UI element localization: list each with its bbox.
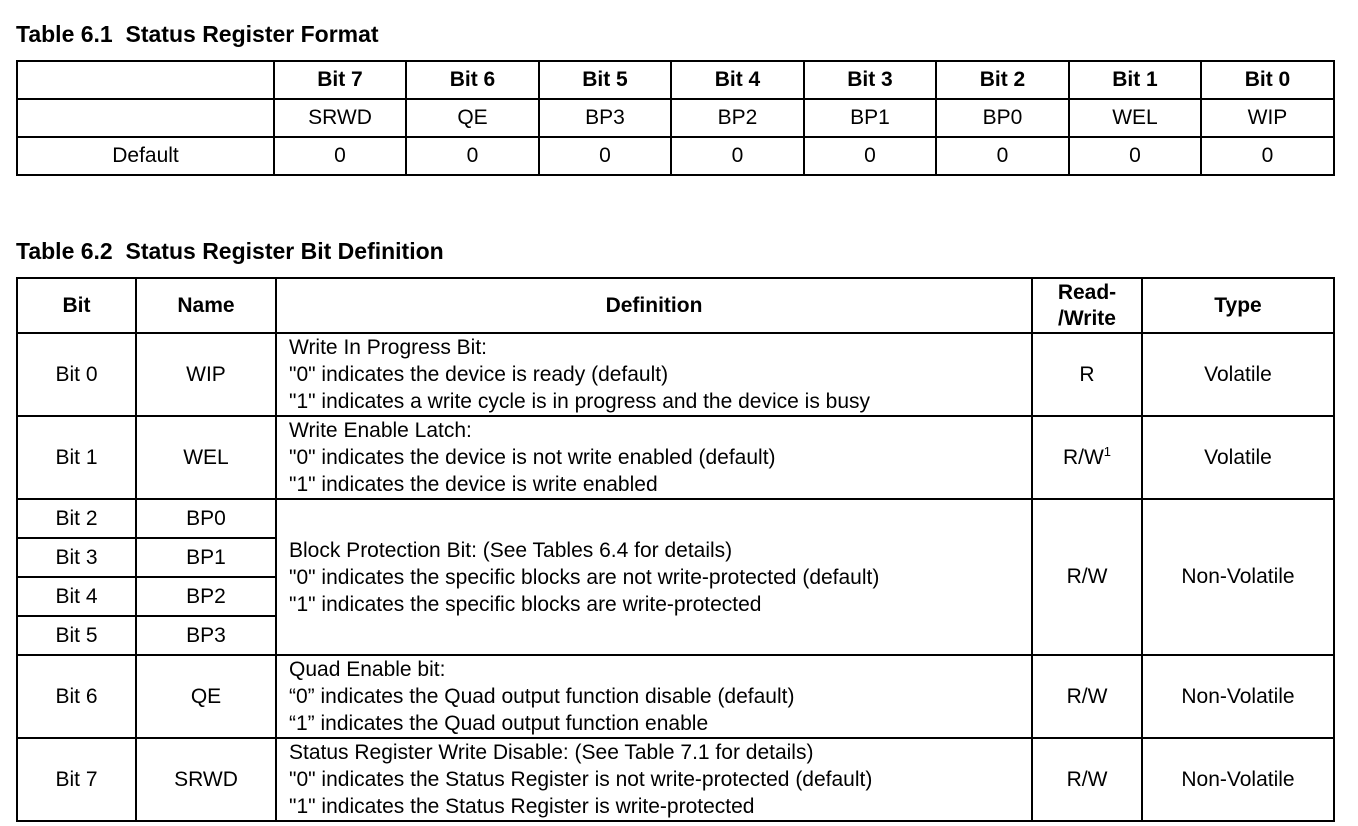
name-cell: SRWD: [136, 738, 276, 821]
bit-cell: Bit 1: [17, 416, 136, 499]
type-cell: Volatile: [1142, 416, 1334, 499]
table-6-1-caption: Table 6.1 Status Register Format: [16, 21, 379, 47]
default-value-cell: 0: [936, 137, 1069, 175]
read-write-cell: R/W: [1032, 499, 1142, 655]
definition-line: "1" indicates the Status Register is write-protected: [289, 795, 755, 818]
table-row: [17, 499, 1334, 538]
definition-cell: [276, 655, 1032, 738]
name-cell: QE: [136, 655, 276, 738]
corner-cell: [17, 61, 274, 99]
type-column-header: Type: [1142, 278, 1334, 333]
bit-header: Bit 2: [936, 61, 1069, 99]
names-row: [17, 99, 1334, 137]
default-label: Default: [17, 137, 274, 175]
definition-line: "0" indicates the device is not write enabled (default): [289, 446, 776, 469]
bit-name-cell: BP2: [671, 99, 804, 137]
definition-line: Status Register Write Disable: (See Table 7.1 for details): [289, 741, 814, 764]
bit-name-cell: QE: [406, 99, 539, 137]
default-row: [17, 137, 1334, 175]
bit-name-cell: BP1: [804, 99, 936, 137]
type-cell: Non-Volatile: [1142, 499, 1334, 655]
read-write-column-header: [1032, 278, 1142, 333]
header-row: [17, 61, 1334, 99]
definition-line: Block Protection Bit: (See Tables 6.4 for details): [289, 538, 733, 562]
bit-cell: Bit 0: [17, 333, 136, 416]
bit-header: Bit 6: [406, 61, 539, 99]
read-write-cell: [1032, 416, 1142, 499]
bit-header: Bit 3: [804, 61, 936, 99]
read-write-cell: R: [1032, 333, 1142, 416]
name-cell: WIP: [136, 333, 276, 416]
bit-header: Bit 5: [539, 61, 671, 99]
bit-name-cell: WEL: [1069, 99, 1201, 137]
table-row: [17, 738, 1334, 821]
table-row: [17, 333, 1334, 416]
type-cell: Volatile: [1142, 333, 1334, 416]
definition-line: "0" indicates the specific blocks are not write-protected (default): [289, 565, 880, 589]
definition-line: "1" indicates the device is write enabled: [289, 473, 658, 496]
table-6-2-caption: Table 6.2 Status Register Bit Definition: [16, 238, 444, 264]
status-register-bit-definition-table: [16, 277, 1335, 822]
default-value-cell: 0: [804, 137, 936, 175]
default-value-cell: 0: [274, 137, 406, 175]
table-row: [17, 416, 1334, 499]
bit-name-cell: BP0: [936, 99, 1069, 137]
definition-cell: [276, 499, 1032, 655]
bit-column-header: Bit: [17, 278, 136, 333]
header-row: [17, 278, 1334, 333]
read-write-value: R/W: [1062, 445, 1104, 469]
read-write-cell: R/W: [1032, 738, 1142, 821]
name-cell: WEL: [136, 416, 276, 499]
name-column-header: Name: [136, 278, 276, 333]
definition-line: "0" indicates the Status Register is not write-protected (default): [289, 768, 873, 791]
type-cell: Non-Volatile: [1142, 655, 1334, 738]
bit-header: Bit 7: [274, 61, 406, 99]
name-cell: BP1: [136, 538, 276, 577]
table-row: [17, 655, 1334, 738]
bit-header: Bit 0: [1201, 61, 1334, 99]
bit-cell: Bit 4: [17, 577, 136, 616]
default-value-cell: 0: [671, 137, 804, 175]
default-value-cell: 0: [1069, 137, 1201, 175]
bit-cell: Bit 2: [17, 499, 136, 538]
bit-cell: Bit 7: [17, 738, 136, 821]
bit-name-cell: WIP: [1201, 99, 1334, 137]
definition-line: "0" indicates the device is ready (default): [289, 363, 669, 386]
bit-header: Bit 1: [1069, 61, 1201, 99]
definition-line: “0” indicates the Quad output function disable (default): [289, 685, 795, 708]
empty-cell: [17, 99, 274, 137]
read-write-cell: R/W: [1032, 655, 1142, 738]
bit-header: Bit 4: [671, 61, 804, 99]
name-cell: BP3: [136, 616, 276, 655]
definition-cell: [276, 333, 1032, 416]
read-write-header-line: /Write: [1058, 306, 1116, 330]
definition-cell: [276, 738, 1032, 821]
type-cell: Non-Volatile: [1142, 738, 1334, 821]
bit-cell: Bit 3: [17, 538, 136, 577]
name-cell: BP2: [136, 577, 276, 616]
definition-line: Write Enable Latch:: [289, 419, 472, 442]
default-value-cell: 0: [1201, 137, 1334, 175]
name-cell: BP0: [136, 499, 276, 538]
bit-name-cell: SRWD: [274, 99, 406, 137]
bit-cell: Bit 5: [17, 616, 136, 655]
definition-line: Write In Progress Bit:: [289, 336, 488, 359]
definition-line: "1" indicates a write cycle is in progress and the device is busy: [289, 390, 871, 413]
default-value-cell: 0: [539, 137, 671, 175]
definition-line: Quad Enable bit:: [289, 658, 446, 681]
definition-line: "1" indicates the specific blocks are write-protected: [289, 592, 762, 616]
footnote-marker: 1: [1103, 443, 1112, 459]
definition-cell: [276, 416, 1032, 499]
status-register-format-table: [16, 60, 1335, 176]
bit-cell: Bit 6: [17, 655, 136, 738]
definition-column-header: Definition: [276, 278, 1032, 333]
definition-line: “1” indicates the Quad output function enable: [289, 712, 709, 735]
bit-name-cell: BP3: [539, 99, 671, 137]
default-value-cell: 0: [406, 137, 539, 175]
read-write-header-line: Read-: [1057, 280, 1117, 304]
